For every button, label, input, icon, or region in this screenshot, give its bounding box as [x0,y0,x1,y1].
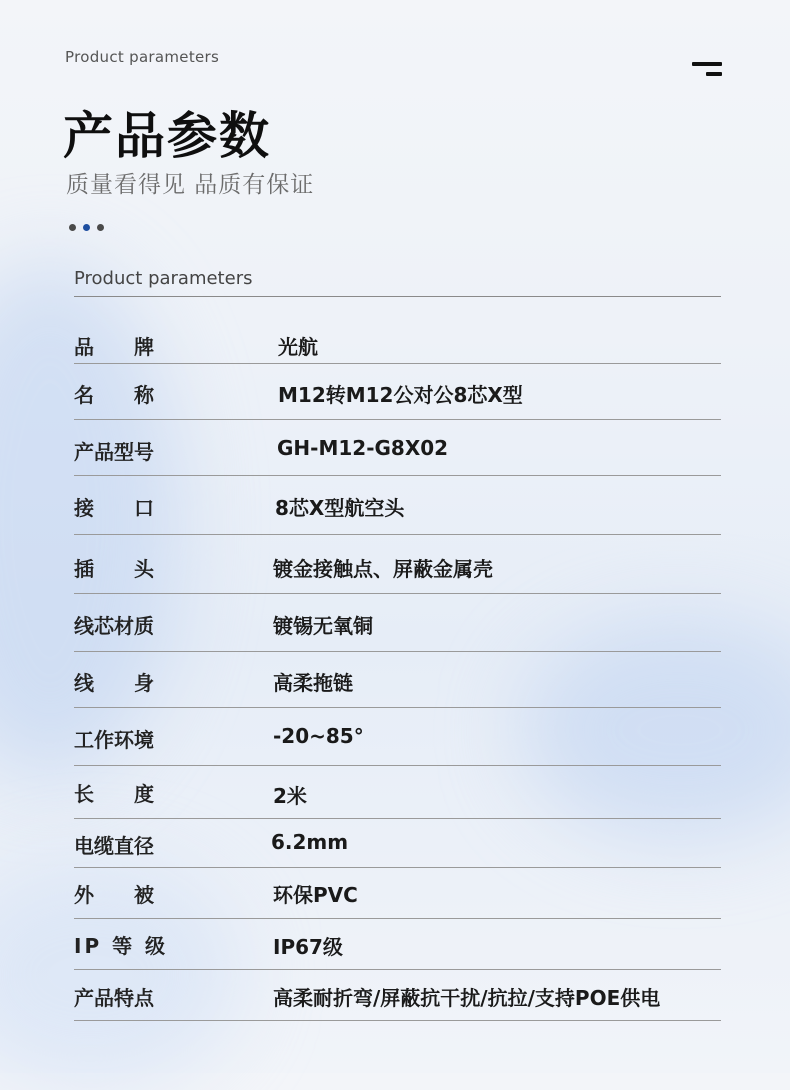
param-value: 2米 [273,784,307,808]
param-key: 电缆直径 [74,834,154,858]
param-row-body [74,651,721,708]
param-value: 环保PVC [273,883,358,907]
param-key: 接 口 [74,496,154,520]
param-key: IP 等 级 [74,934,169,958]
param-value: 6.2mm [271,830,349,854]
param-key: 插 头 [74,557,154,581]
param-value: 镀锡无氧铜 [273,614,373,638]
param-row-plug [74,534,721,594]
param-row-length [74,765,721,819]
dot-3 [97,224,104,231]
page-title: 产品参数 [63,107,271,165]
param-key: 线 身 [74,671,154,695]
param-value: IP67级 [273,935,343,959]
param-row-name [74,363,721,420]
param-value: 高柔拖链 [273,671,353,695]
section-label: Product parameters [74,268,253,289]
menu-icon[interactable] [692,62,722,78]
param-value: 8芯X型航空头 [275,496,405,520]
param-key: 外 被 [74,883,154,907]
param-row-jacket [74,867,721,919]
param-key: 工作环境 [74,728,154,752]
param-row-interface [74,475,721,535]
param-row-brand [74,318,721,364]
param-key: 产品特点 [74,986,154,1010]
param-row-environment [74,707,721,766]
page-subtitle: 质量看得见 品质有保证 [66,172,315,198]
param-row-model [74,419,721,476]
dot-1 [69,224,76,231]
param-row-core-material [74,593,721,652]
param-row-features [74,969,721,1021]
param-key: 名 称 [74,383,154,407]
param-key: 长 度 [74,782,154,806]
dot-2-active [83,224,90,231]
param-row-cable-diameter [74,818,721,868]
param-key: 线芯材质 [74,614,154,638]
pagination-dots [69,224,104,231]
param-row-ip-rating [74,918,721,970]
param-value: 高柔耐折弯/屏蔽抗干扰/抗拉/支持POE供电 [273,986,661,1010]
param-value: -20~85° [273,724,364,748]
param-value: M12转M12公对公8芯X型 [278,383,523,407]
param-value: 光航 [278,335,318,359]
section-divider [74,296,721,297]
eyebrow-label: Product parameters [65,48,220,66]
param-value: GH-M12-G8X02 [277,436,449,460]
param-key: 产品型号 [74,440,154,464]
param-value: 镀金接触点、屏蔽金属壳 [273,557,493,581]
param-key: 品 牌 [74,335,154,359]
